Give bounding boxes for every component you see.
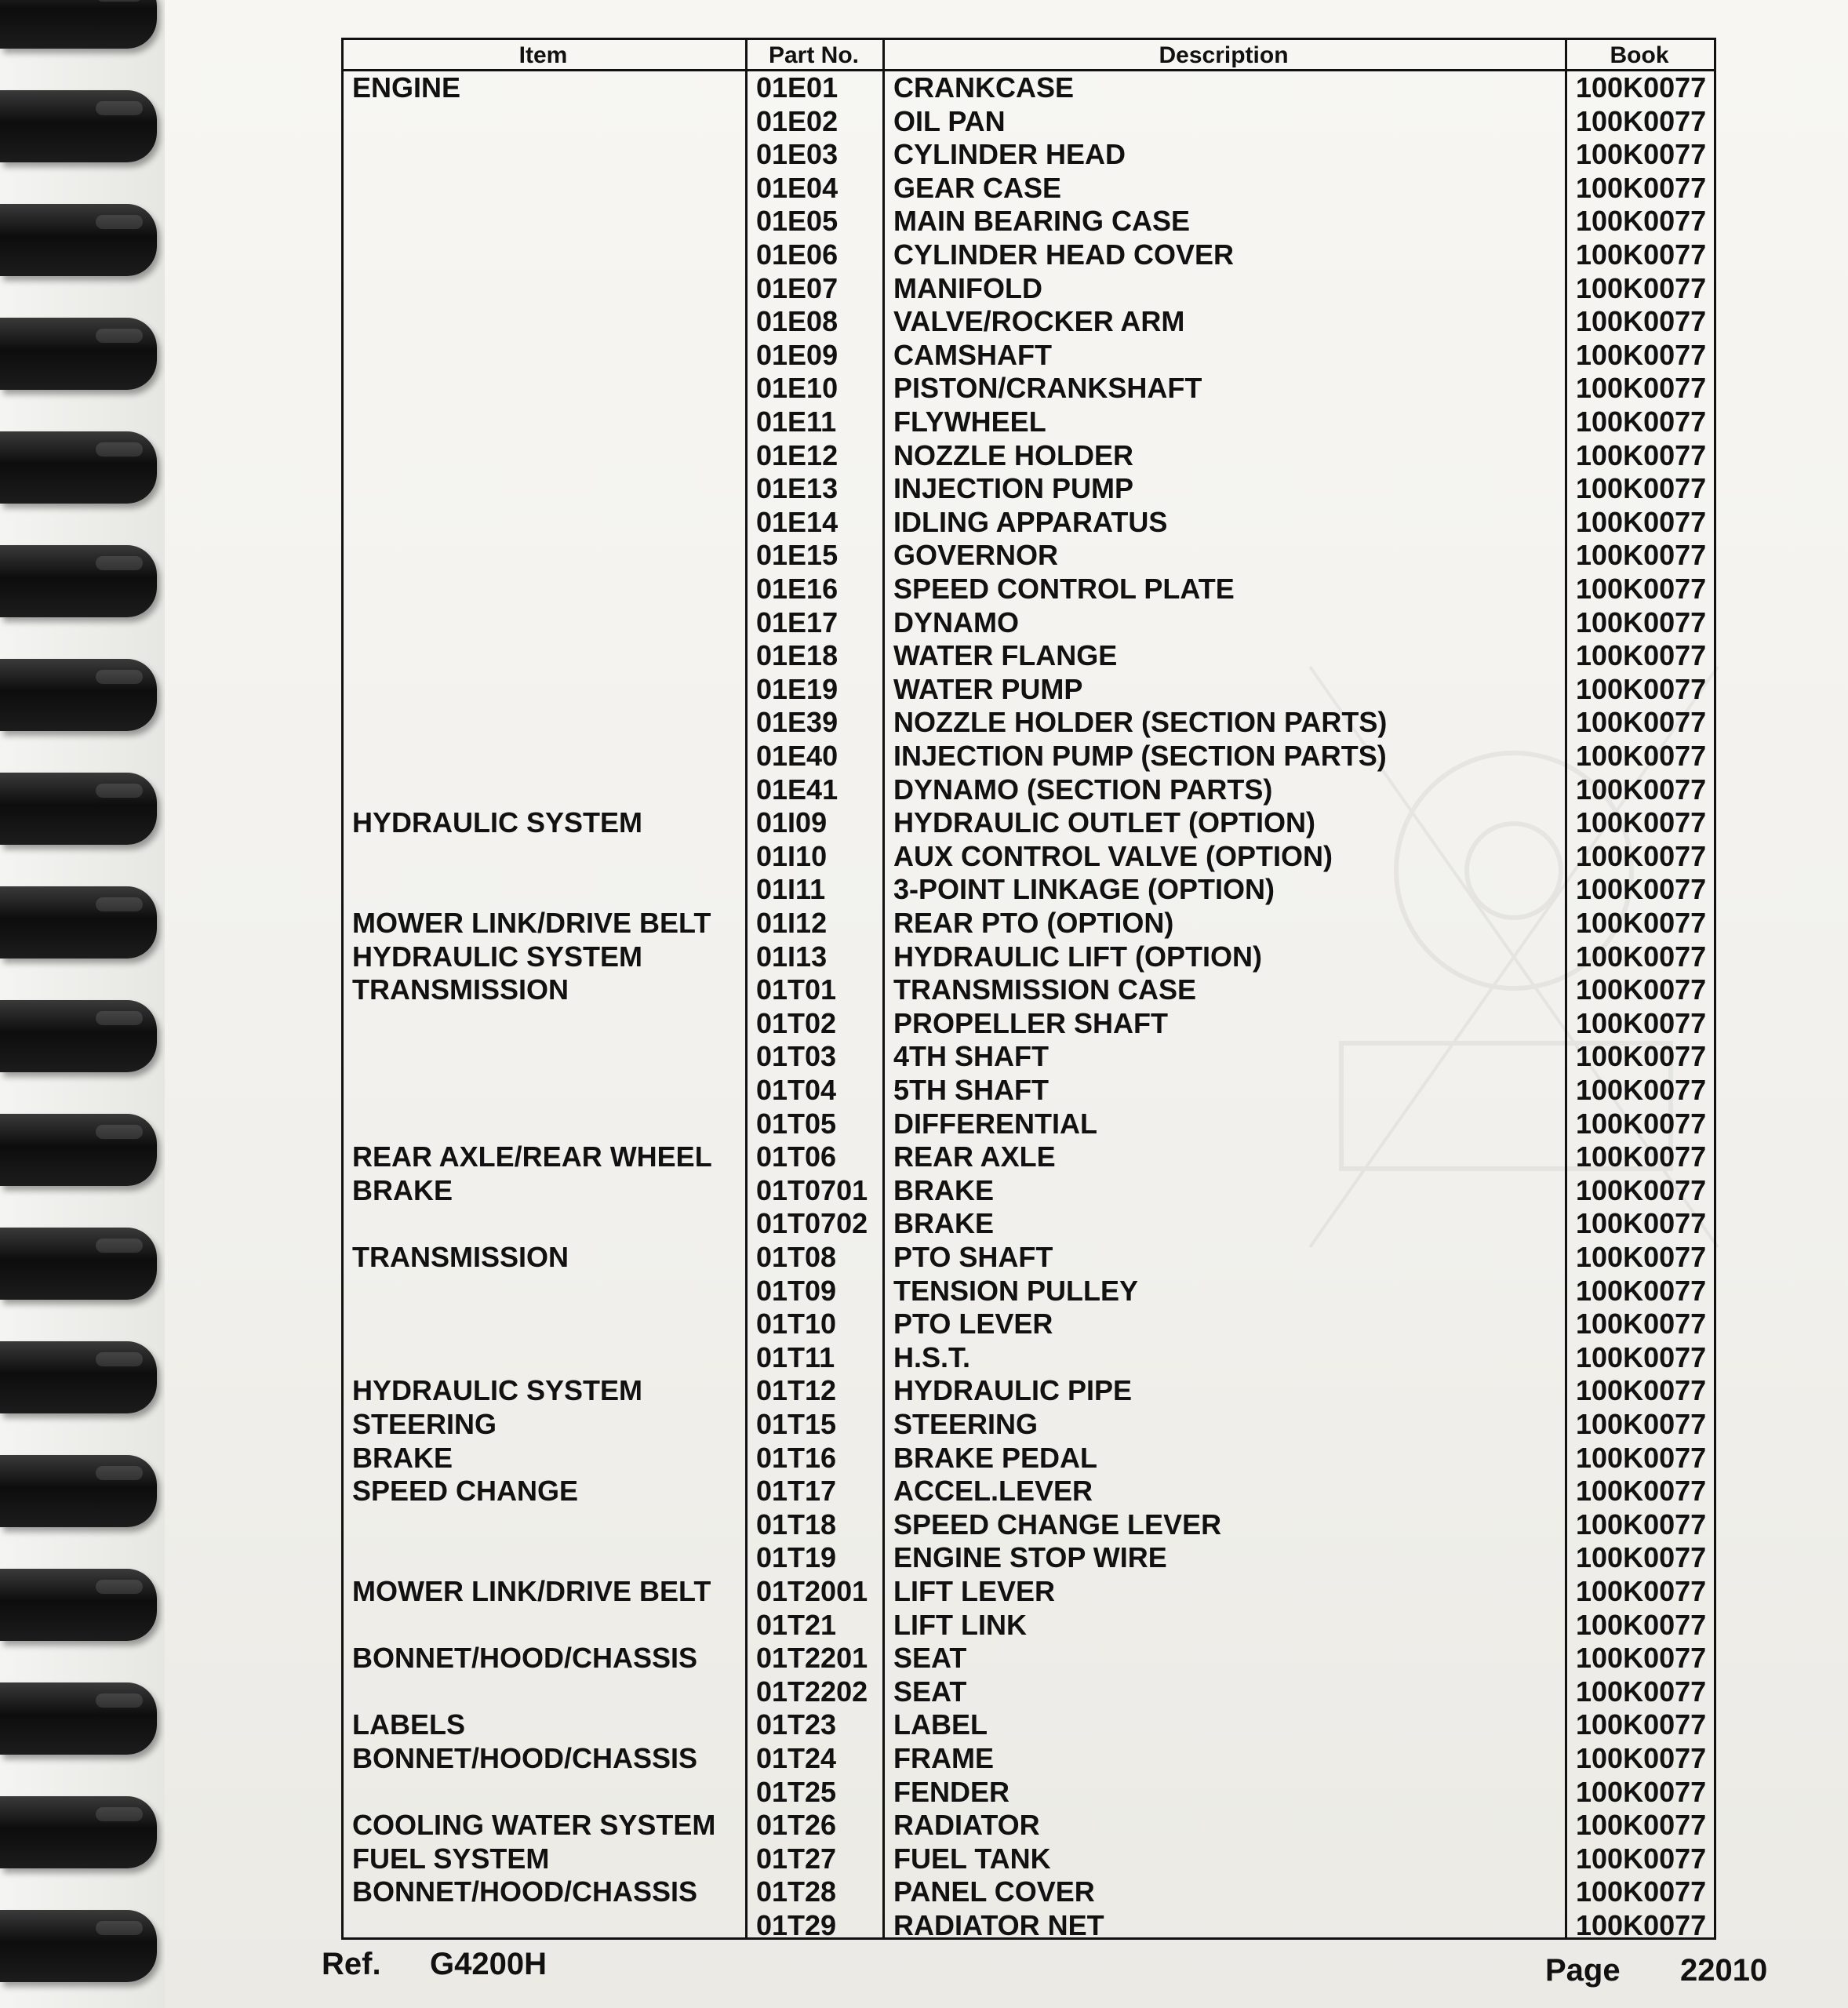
part-no-cell: 01T25 — [756, 1776, 837, 1808]
description-cell: SEAT — [893, 1675, 967, 1708]
book-cell: 100K0077 — [1576, 1040, 1707, 1072]
part-no-cell: 01E08 — [756, 305, 839, 337]
book-cell: 100K0077 — [1576, 1742, 1707, 1774]
description-cell: DYNAMO (SECTION PARTS) — [893, 773, 1273, 806]
description-cell: PANEL COVER — [893, 1875, 1095, 1908]
part-no-cell: 01T12 — [756, 1374, 837, 1406]
description-cell: FRAME — [893, 1742, 994, 1774]
description-cell: WATER FLANGE — [893, 639, 1118, 671]
part-no-cell: 01T0702 — [756, 1207, 868, 1239]
book-cell: 100K0077 — [1576, 1642, 1707, 1674]
binding-coil — [0, 0, 157, 49]
book-cell: 100K0077 — [1576, 472, 1707, 504]
book-cell: 100K0077 — [1576, 1875, 1707, 1908]
part-no-cell: 01T11 — [756, 1341, 835, 1373]
book-cell: 100K0077 — [1576, 138, 1707, 170]
binding-coil — [0, 1228, 157, 1300]
item-cell: REAR AXLE/REAR WHEEL — [352, 1140, 712, 1173]
description-cell: GOVERNOR — [893, 539, 1059, 571]
binding-coil — [0, 1114, 157, 1186]
item-cell: MOWER LINK/DRIVE BELT — [352, 1575, 711, 1607]
description-cell: MANIFOLD — [893, 272, 1042, 304]
item-cell: HYDRAULIC SYSTEM — [352, 1374, 643, 1406]
binding-coil — [0, 1341, 157, 1413]
book-cell: 100K0077 — [1576, 1140, 1707, 1173]
description-cell: LIFT LINK — [893, 1609, 1027, 1641]
part-no-cell: 01E17 — [756, 606, 839, 638]
description-cell: FLYWHEEL — [893, 406, 1046, 438]
part-no-cell: 01T19 — [756, 1541, 837, 1573]
item-cell: TRANSMISSION — [352, 973, 569, 1006]
part-no-cell: 01E06 — [756, 238, 839, 271]
description-cell: HYDRAULIC PIPE — [893, 1374, 1133, 1406]
part-no-cell: 01I13 — [756, 940, 828, 973]
description-cell: INJECTION PUMP — [893, 472, 1134, 504]
description-cell: REAR AXLE — [893, 1140, 1056, 1173]
binding-coil — [0, 204, 157, 276]
description-cell: LABEL — [893, 1708, 988, 1741]
binding-coil — [0, 545, 157, 617]
part-no-cell: 01T15 — [756, 1408, 837, 1440]
binding-coil — [0, 318, 157, 390]
part-no-cell: 01T24 — [756, 1742, 837, 1774]
binding-coil — [0, 1455, 157, 1527]
book-cell: 100K0077 — [1576, 1508, 1707, 1541]
book-cell: 100K0077 — [1576, 907, 1707, 939]
description-cell: INJECTION PUMP (SECTION PARTS) — [893, 740, 1387, 772]
part-no-cell: 01T16 — [756, 1442, 837, 1474]
part-no-cell: 01E10 — [756, 372, 839, 404]
item-cell: LABELS — [352, 1708, 465, 1741]
book-cell: 100K0077 — [1576, 1408, 1707, 1440]
description-cell: NOZZLE HOLDER (SECTION PARTS) — [893, 706, 1388, 738]
description-cell: VALVE/ROCKER ARM — [893, 305, 1185, 337]
part-no-cell: 01I12 — [756, 907, 828, 939]
part-no-cell: 01E07 — [756, 272, 839, 304]
book-cell: 100K0077 — [1576, 773, 1707, 806]
description-cell: CRANKCASE — [893, 71, 1075, 104]
part-no-cell: 01T23 — [756, 1708, 837, 1741]
item-cell: HYDRAULIC SYSTEM — [352, 806, 643, 838]
book-cell: 100K0077 — [1576, 840, 1707, 872]
book-cell: 100K0077 — [1576, 105, 1707, 137]
part-no-cell: 01E12 — [756, 439, 839, 471]
description-cell: CYLINDER HEAD COVER — [893, 238, 1235, 271]
description-cell: MAIN BEARING CASE — [893, 205, 1191, 237]
part-no-cell: 01E41 — [756, 773, 839, 806]
book-cell: 100K0077 — [1576, 740, 1707, 772]
description-cell: PROPELLER SHAFT — [893, 1007, 1169, 1039]
book-cell: 100K0077 — [1576, 1575, 1707, 1607]
description-cell: H.S.T. — [893, 1341, 971, 1373]
part-no-cell: 01T03 — [756, 1040, 837, 1072]
item-cell: BONNET/HOOD/CHASSIS — [352, 1742, 698, 1774]
description-cell: BRAKE PEDAL — [893, 1442, 1098, 1474]
item-cell: TRANSMISSION — [352, 1241, 569, 1273]
book-cell: 100K0077 — [1576, 1308, 1707, 1340]
part-no-cell: 01E04 — [756, 172, 839, 204]
page-label: Page — [1545, 1953, 1621, 1988]
book-cell: 100K0077 — [1576, 506, 1707, 538]
book-cell: 100K0077 — [1576, 1241, 1707, 1273]
part-no-cell: 01T2202 — [756, 1675, 868, 1708]
part-no-cell: 01T08 — [756, 1241, 837, 1273]
item-cell: BONNET/HOOD/CHASSIS — [352, 1875, 698, 1908]
binding-coil — [0, 886, 157, 959]
item-cell: BRAKE — [352, 1174, 453, 1206]
book-cell: 100K0077 — [1576, 1675, 1707, 1708]
book-cell: 100K0077 — [1576, 406, 1707, 438]
part-no-cell: 01T2201 — [756, 1642, 868, 1674]
description-cell: 5TH SHAFT — [893, 1074, 1049, 1106]
page-number: 22010 — [1680, 1953, 1768, 1988]
description-cell: AUX CONTROL VALVE (OPTION) — [893, 840, 1333, 872]
book-cell: 100K0077 — [1576, 71, 1707, 104]
book-cell: 100K0077 — [1576, 1341, 1707, 1373]
description-cell: OIL PAN — [893, 105, 1006, 137]
description-cell: FUEL TANK — [893, 1842, 1051, 1875]
item-cell: FUEL SYSTEM — [352, 1842, 550, 1875]
book-cell: 100K0077 — [1576, 573, 1707, 605]
item-cell: SPEED CHANGE — [352, 1475, 579, 1507]
part-no-cell: 01T0701 — [756, 1174, 868, 1206]
description-cell: TRANSMISSION CASE — [893, 973, 1197, 1006]
book-cell: 100K0077 — [1576, 1108, 1707, 1140]
header-description: Description — [1159, 42, 1289, 68]
part-no-cell: 01T01 — [756, 973, 837, 1006]
description-cell: DIFFERENTIAL — [893, 1108, 1097, 1140]
description-cell: REAR PTO (OPTION) — [893, 907, 1174, 939]
column-divider — [745, 38, 748, 1937]
part-no-cell: 01T27 — [756, 1842, 837, 1875]
book-cell: 100K0077 — [1576, 305, 1707, 337]
item-cell: COOLING WATER SYSTEM — [352, 1809, 716, 1841]
book-cell: 100K0077 — [1576, 339, 1707, 371]
book-cell: 100K0077 — [1576, 1809, 1707, 1841]
part-no-cell: 01E18 — [756, 639, 839, 671]
description-cell: DYNAMO — [893, 606, 1019, 638]
column-divider — [882, 38, 885, 1937]
item-cell: BRAKE — [352, 1442, 453, 1474]
description-cell: SPEED CHANGE LEVER — [893, 1508, 1222, 1541]
part-no-cell: 01E15 — [756, 539, 839, 571]
part-no-cell: 01T02 — [756, 1007, 837, 1039]
parts-index-page — [165, 0, 1848, 2008]
part-no-cell: 01T10 — [756, 1308, 837, 1340]
part-no-cell: 01T04 — [756, 1074, 837, 1106]
part-no-cell: 01E13 — [756, 472, 839, 504]
description-cell: IDLING APPARATUS — [893, 506, 1168, 538]
table-top-border — [341, 38, 1716, 40]
description-cell: TENSION PULLEY — [893, 1275, 1139, 1307]
book-cell: 100K0077 — [1576, 1708, 1707, 1741]
column-divider — [1565, 38, 1567, 1937]
description-cell: SPEED CONTROL PLATE — [893, 573, 1235, 605]
description-cell: STEERING — [893, 1408, 1039, 1440]
table-left-border — [341, 38, 344, 1937]
description-cell: FENDER — [893, 1776, 1010, 1808]
book-cell: 100K0077 — [1576, 272, 1707, 304]
book-cell: 100K0077 — [1576, 973, 1707, 1006]
description-cell: BRAKE — [893, 1207, 995, 1239]
description-cell: PISTON/CRANKSHAFT — [893, 372, 1202, 404]
description-cell: HYDRAULIC OUTLET (OPTION) — [893, 806, 1315, 838]
binding-coil — [0, 1682, 157, 1755]
book-cell: 100K0077 — [1576, 806, 1707, 838]
book-cell: 100K0077 — [1576, 1275, 1707, 1307]
description-cell: BRAKE — [893, 1174, 995, 1206]
item-cell: ENGINE — [352, 71, 461, 104]
binding-coil — [0, 773, 157, 845]
part-no-cell: 01T17 — [756, 1475, 837, 1507]
binding-coil — [0, 1569, 157, 1641]
ref-label: Ref. — [322, 1947, 381, 1981]
spiral-binding — [0, 0, 165, 2008]
book-cell: 100K0077 — [1576, 639, 1707, 671]
part-no-cell: 01E39 — [756, 706, 839, 738]
part-no-cell: 01T29 — [756, 1909, 837, 1941]
binding-coil — [0, 1910, 157, 1982]
description-cell: ACCEL.LEVER — [893, 1475, 1093, 1507]
description-cell: RADIATOR — [893, 1809, 1040, 1841]
book-cell: 100K0077 — [1576, 673, 1707, 705]
book-cell: 100K0077 — [1576, 940, 1707, 973]
item-cell: HYDRAULIC SYSTEM — [352, 940, 643, 973]
book-cell: 100K0077 — [1576, 1909, 1707, 1941]
part-no-cell: 01I09 — [756, 806, 828, 838]
part-no-cell: 01T26 — [756, 1809, 837, 1841]
part-no-cell: 01T09 — [756, 1275, 837, 1307]
header-part-no: Part No. — [768, 42, 860, 68]
binding-coil — [0, 1000, 157, 1072]
part-no-cell: 01T2001 — [756, 1575, 868, 1607]
description-cell: PTO LEVER — [893, 1308, 1053, 1340]
item-cell: MOWER LINK/DRIVE BELT — [352, 907, 711, 939]
book-cell: 100K0077 — [1576, 706, 1707, 738]
description-cell: ENGINE STOP WIRE — [893, 1541, 1167, 1573]
book-cell: 100K0077 — [1576, 439, 1707, 471]
part-no-cell: 01E40 — [756, 740, 839, 772]
book-cell: 100K0077 — [1576, 1609, 1707, 1641]
header-book: Book — [1610, 42, 1669, 68]
part-no-cell: 01E03 — [756, 138, 839, 170]
book-cell: 100K0077 — [1576, 205, 1707, 237]
book-cell: 100K0077 — [1576, 873, 1707, 905]
book-cell: 100K0077 — [1576, 1207, 1707, 1239]
book-cell: 100K0077 — [1576, 1842, 1707, 1875]
book-cell: 100K0077 — [1576, 1007, 1707, 1039]
part-no-cell: 01T18 — [756, 1508, 837, 1541]
book-cell: 100K0077 — [1576, 1174, 1707, 1206]
binding-coil — [0, 431, 157, 504]
part-no-cell: 01E16 — [756, 573, 839, 605]
description-cell: 3-POINT LINKAGE (OPTION) — [893, 873, 1275, 905]
description-cell: RADIATOR NET — [893, 1909, 1104, 1941]
header-item: Item — [518, 42, 568, 68]
part-no-cell: 01T06 — [756, 1140, 837, 1173]
description-cell: HYDRAULIC LIFT (OPTION) — [893, 940, 1262, 973]
part-no-cell: 01T05 — [756, 1108, 837, 1140]
item-cell: STEERING — [352, 1408, 497, 1440]
description-cell: CYLINDER HEAD — [893, 138, 1126, 170]
book-cell: 100K0077 — [1576, 172, 1707, 204]
description-cell: GEAR CASE — [893, 172, 1062, 204]
part-no-cell: 01E09 — [756, 339, 839, 371]
description-cell: SEAT — [893, 1642, 967, 1674]
part-no-cell: 01T28 — [756, 1875, 837, 1908]
description-cell: PTO SHAFT — [893, 1241, 1053, 1273]
table-right-border — [1714, 38, 1716, 1937]
description-cell: CAMSHAFT — [893, 339, 1052, 371]
book-cell: 100K0077 — [1576, 1374, 1707, 1406]
part-no-cell: 01E14 — [756, 506, 839, 538]
item-cell: BONNET/HOOD/CHASSIS — [352, 1642, 698, 1674]
book-cell: 100K0077 — [1576, 1442, 1707, 1474]
ref-value: G4200H — [430, 1947, 547, 1981]
book-cell: 100K0077 — [1576, 372, 1707, 404]
book-cell: 100K0077 — [1576, 606, 1707, 638]
part-no-cell: 01I11 — [756, 873, 826, 905]
description-cell: NOZZLE HOLDER — [893, 439, 1133, 471]
part-no-cell: 01E01 — [756, 71, 839, 104]
description-cell: 4TH SHAFT — [893, 1040, 1049, 1072]
part-no-cell: 01I10 — [756, 840, 828, 872]
book-cell: 100K0077 — [1576, 1074, 1707, 1106]
binding-coil — [0, 659, 157, 731]
binding-coil — [0, 1796, 157, 1868]
binding-coil — [0, 90, 157, 162]
part-no-cell: 01E02 — [756, 105, 839, 137]
book-cell: 100K0077 — [1576, 1475, 1707, 1507]
description-cell: WATER PUMP — [893, 673, 1083, 705]
book-cell: 100K0077 — [1576, 1541, 1707, 1573]
book-cell: 100K0077 — [1576, 1776, 1707, 1808]
part-no-cell: 01E19 — [756, 673, 839, 705]
part-no-cell: 01E11 — [756, 406, 837, 438]
book-cell: 100K0077 — [1576, 238, 1707, 271]
book-cell: 100K0077 — [1576, 539, 1707, 571]
part-no-cell: 01T21 — [756, 1609, 837, 1641]
description-cell: LIFT LEVER — [893, 1575, 1055, 1607]
part-no-cell: 01E05 — [756, 205, 839, 237]
